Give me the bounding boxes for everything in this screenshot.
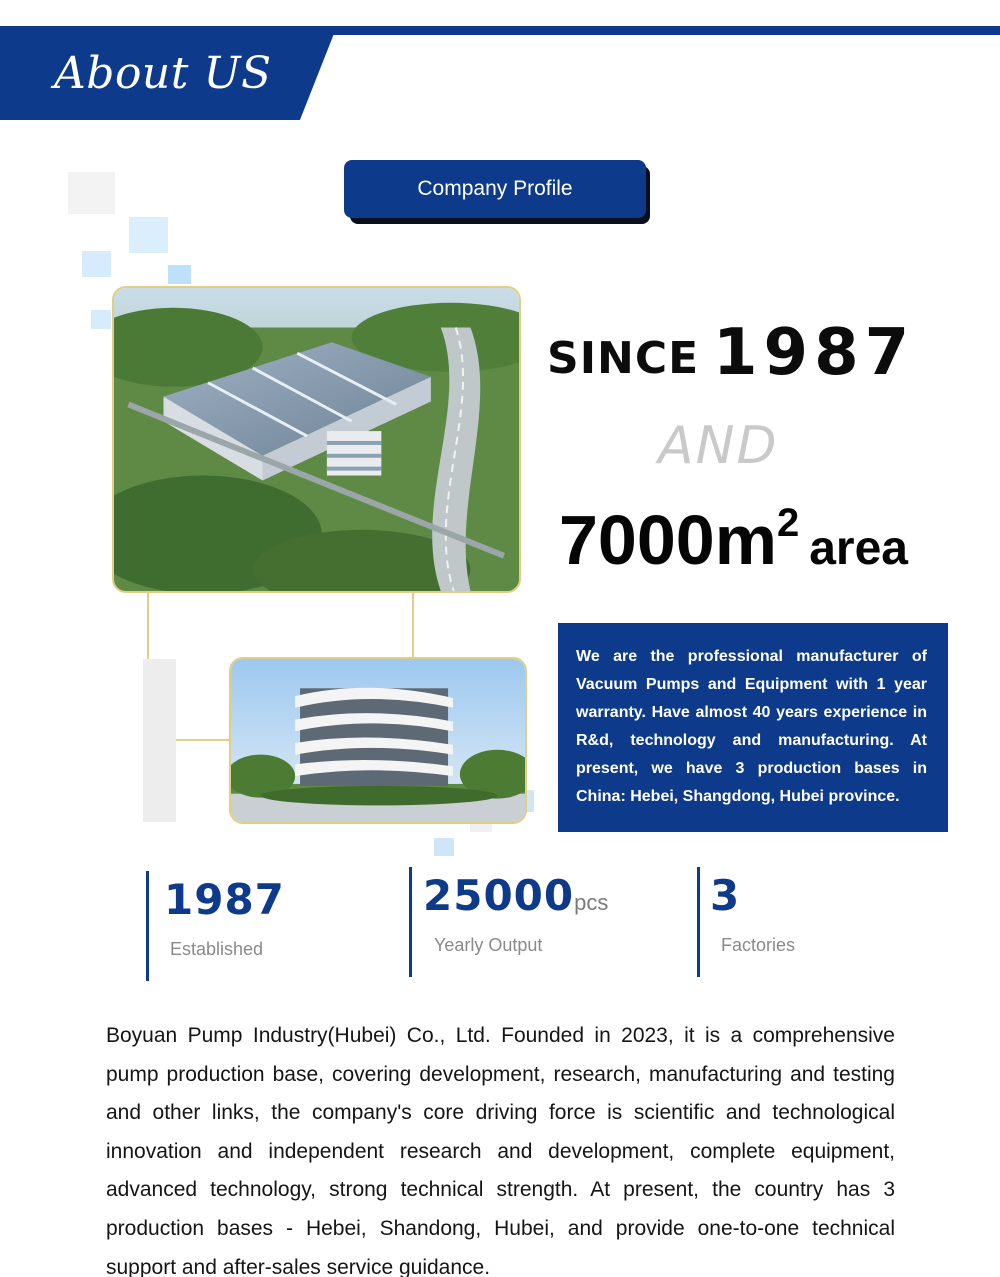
stat-value: 3 [710, 871, 741, 920]
area-word: area [809, 522, 908, 575]
intro-box [558, 623, 948, 832]
decor-square [91, 310, 111, 329]
decor-square [82, 251, 111, 277]
connector-line [176, 739, 230, 741]
factory-aerial-image [112, 286, 521, 593]
stat-yearly-output [409, 867, 669, 977]
stat-divider [409, 867, 412, 977]
stat-value: 1987 [164, 875, 285, 924]
company-description: Boyuan Pump Industry(Hubei) Co., Ltd. Founded in 2023, it is a comprehensive pump production base, covering development, research, manufacturing and testing and other links, the company's core driving force is scientific and technological innovation and independent research and development, complete equipment, advanced technology, strong technical strength. At present, the country has 3 production bases - Hebei, Shandong, Hubei, and provide one-to-one technical support and after-sales service guidance. [106, 1024, 895, 1277]
area-number: 7000m [559, 501, 777, 579]
since-headline [547, 314, 947, 394]
stat-divider [697, 867, 700, 977]
decor-bar [143, 659, 176, 822]
intro-text: We are the professional manufacturer of Vacuum Pumps and Equipment with 1 year warranty. Have almost 40 years experience in R&d, technology and manufacturing. At present, we have 3 production bases in China: Hebei, Shangdong, Hubei province. [576, 648, 927, 805]
connector-line [147, 592, 149, 659]
decor-square [168, 265, 191, 284]
stat-value: 25000pcs [423, 871, 609, 920]
decor-square [129, 217, 168, 253]
company-profile-button[interactable]: Company Profile [344, 160, 646, 218]
area-superscript: 2 [776, 501, 800, 545]
decor-square [434, 838, 454, 856]
stat-factories [697, 867, 897, 977]
stat-divider [146, 871, 149, 981]
connector-line [412, 592, 414, 658]
stat-label: Established [170, 939, 264, 959]
stat-established [146, 871, 386, 981]
area-headline [559, 500, 908, 580]
decor-square [68, 172, 115, 214]
and-word: AND [658, 416, 779, 476]
office-building-image [229, 657, 527, 824]
section-title: About US [54, 48, 272, 99]
stat-label: Yearly Output [434, 935, 543, 955]
since-year: 1987 [713, 316, 916, 390]
stat-label: Factories [721, 935, 796, 955]
since-word: SINCE [547, 333, 700, 384]
